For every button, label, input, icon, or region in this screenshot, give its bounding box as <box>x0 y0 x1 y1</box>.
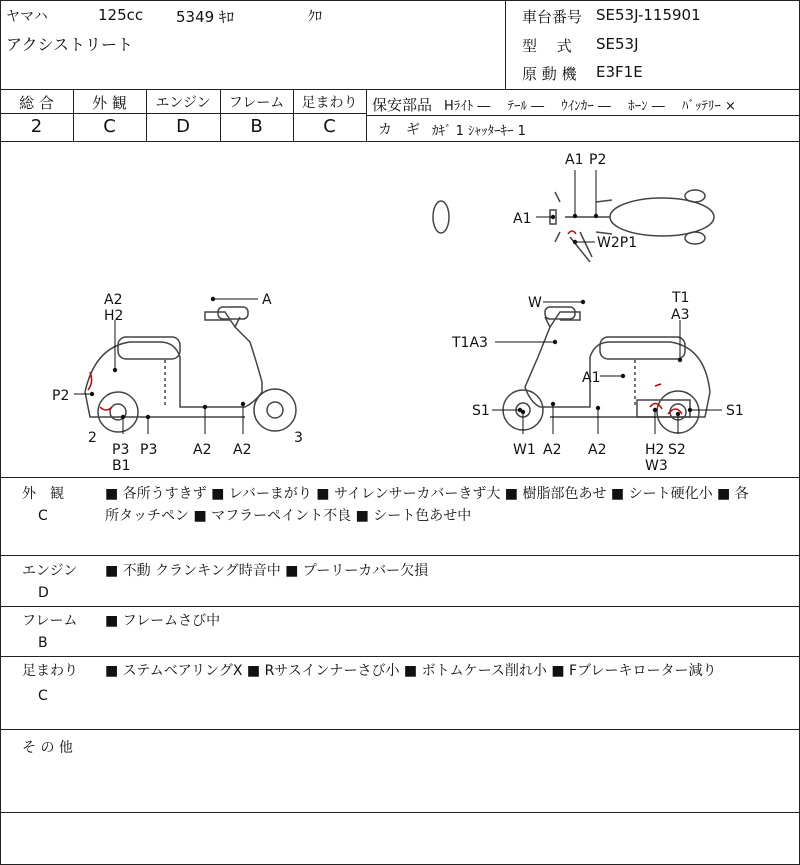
divider <box>0 555 800 556</box>
diagram-label: S1 <box>472 403 490 419</box>
diagram-label: A1 <box>582 370 601 386</box>
diagram-label: W1 <box>513 442 536 458</box>
diagram-label: S2 <box>668 442 686 458</box>
diagram-label: A2 <box>193 442 212 458</box>
engine-type-label: 原 動 機 <box>522 65 577 83</box>
diagram-label: S1 <box>726 403 744 419</box>
divider <box>0 89 800 90</box>
safety-parts-items: Hﾗｲﾄ ― ﾃｰﾙ ― ｳｲﾝｶｰ ― ﾎｰﾝ ― ﾊﾞｯﾃﾘｰ × <box>444 99 736 114</box>
grade-header-exterior: 外 観 <box>92 94 127 112</box>
safety-parts-label: 保安部品 <box>372 96 433 114</box>
diagram-label: A2 <box>588 442 607 458</box>
remark-text-engine: ■ 不動 クランキング時音中 ■ プーリーカバー欠損 <box>105 563 429 579</box>
grade-header-engine: エンジン <box>155 95 211 111</box>
diagram-label: B1 <box>112 458 131 474</box>
divider <box>366 115 800 116</box>
divider <box>0 477 800 478</box>
engine-type: E3F1E <box>596 63 643 81</box>
diagram-label: H2 <box>104 308 124 324</box>
mileage: 5349 ｷﾛ <box>176 8 234 26</box>
grade-exterior: C <box>103 116 116 137</box>
diagram-label: P2 <box>52 388 70 404</box>
diagram-label: H2 <box>645 442 665 458</box>
grade-header-frame: フレーム <box>228 95 285 111</box>
divider <box>0 606 800 607</box>
grade-overall: 2 <box>30 116 43 137</box>
remark-text-frame: ■ フレームさび中 <box>105 613 221 629</box>
key-label: カ ギ <box>378 122 420 138</box>
remark-grade-exterior: C <box>38 508 48 524</box>
maker-name: ヤマハ <box>6 9 48 25</box>
divider <box>505 0 506 90</box>
engine-cc: 125cc <box>98 6 144 24</box>
grade-suspension: C <box>323 116 336 137</box>
frame-number-label: 車台番号 <box>522 8 583 26</box>
divider <box>366 90 367 142</box>
diagram-label: T1A3 <box>452 335 488 351</box>
key-value: ｶｷﾞ 1 ｼｬｯﾀｰｷｰ 1 <box>432 124 526 139</box>
diagram-label: P2 <box>589 152 607 168</box>
remark-text-exterior-1: ■ 各所うすきず ■ レバーまがり ■ サイレンサーカバーきず大 ■ 樹脂部色あせ ■ シート硬化小 ■ 各 <box>105 486 749 502</box>
divider <box>0 656 800 657</box>
diagram-label: T1 <box>672 290 690 306</box>
remark-category-exterior: 外 観 <box>22 486 64 502</box>
diagram-label: W2P1 <box>597 235 638 251</box>
body-color: ｸﾛ <box>308 9 322 25</box>
diagram-label: A1 <box>565 152 584 168</box>
diagram-label: A2 <box>543 442 562 458</box>
diagram-label: W <box>528 295 542 311</box>
grade-frame: B <box>250 116 263 137</box>
diagram-label: W3 <box>645 458 668 474</box>
diagram-label: 2 <box>88 430 97 446</box>
diagram-label: A2 <box>104 292 123 308</box>
remark-grade-frame: B <box>38 635 48 651</box>
frame-number: SE53J-115901 <box>596 6 701 24</box>
diagram-label: 3 <box>294 430 303 446</box>
scooter-top-view <box>433 190 714 262</box>
diagram-label: A3 <box>671 307 690 323</box>
remark-text-suspension: ■ ステムベアリングX ■ Rサスインナーさび小 ■ ボトムケース削れ小 ■ Fブレーキローター減り <box>105 663 717 679</box>
divider <box>0 113 366 114</box>
divider <box>0 729 800 730</box>
model-type-label: 型 式 <box>522 37 572 55</box>
remark-grade-suspension: C <box>38 688 48 704</box>
diagram-label: A2 <box>233 442 252 458</box>
diagram-label: A1 <box>513 211 532 227</box>
remark-category-frame: フレーム <box>22 613 78 629</box>
grade-header-suspension: 足まわり <box>301 95 358 111</box>
remark-category-other: そ の 他 <box>22 740 73 756</box>
remark-grade-engine: D <box>38 585 49 601</box>
model-name: アクシストリート <box>6 35 134 54</box>
diagram-label: A <box>262 292 272 308</box>
model-type: SE53J <box>596 35 639 53</box>
grade-engine: D <box>176 116 190 137</box>
diagram-label: P3 <box>140 442 158 458</box>
remark-text-exterior-2: 所タッチペン ■ マフラーペイント不良 ■ シート色あせ中 <box>105 508 472 524</box>
diagram-label: P3 <box>112 442 130 458</box>
divider <box>0 812 800 813</box>
remark-category-suspension: 足まわり <box>22 663 78 679</box>
remark-category-engine: エンジン <box>22 563 78 579</box>
damage-diagram <box>0 142 800 477</box>
grade-header-overall: 総 合 <box>19 94 54 112</box>
